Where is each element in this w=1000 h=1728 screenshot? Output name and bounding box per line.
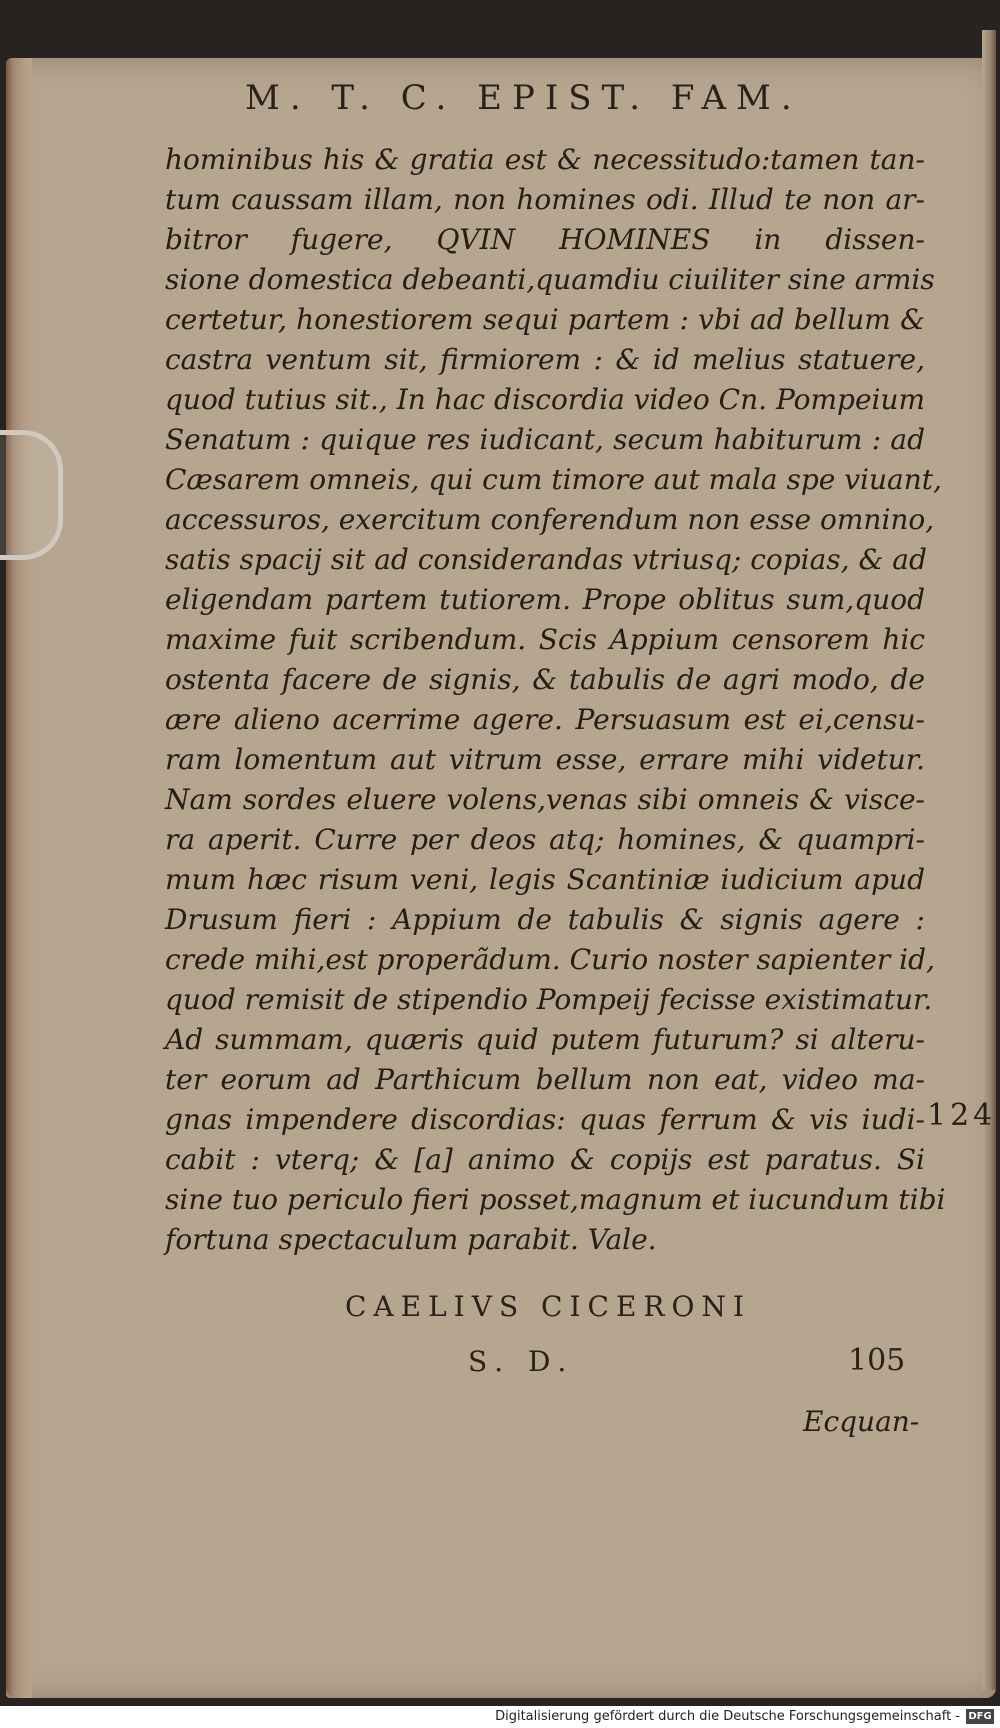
- text-line: Senatum : quique res iudicant, secum habiturum : ad: [165, 423, 925, 456]
- text-line: fortuna spectaculum parabit. Vale.: [165, 1223, 657, 1256]
- text-line: accessuros, exercitum conferendum non esse omnino,: [165, 503, 935, 536]
- text-line: ter eorum ad Parthicum bellum non eat, video ma-: [165, 1063, 925, 1096]
- text-line: bitror fugere, QVIN HOMINES in dissen-: [165, 223, 925, 256]
- running-header: M. T. C. EPIST. FAM.: [245, 78, 802, 118]
- text-line: hominibus his & gratia est & necessitudo:tamen tan-: [165, 143, 925, 176]
- page-right-edge: [982, 30, 996, 1690]
- text-line: tum caussam illam, non homines odi. Illud te non ar-: [165, 183, 925, 216]
- text-line: satis spacij sit ad considerandas vtriusq; copias, & ad: [165, 543, 927, 576]
- text-line: sine tuo periculo fieri posset,magnum et iucundum tibi: [165, 1183, 946, 1216]
- body-text: [165, 140, 946, 1260]
- page-left-edge: [6, 58, 32, 1698]
- text-line: Ad summam, quæris quid putem futurum? si alteru-: [165, 1023, 925, 1056]
- text-line: certetur, honestiorem sequi partem : vbi ad bellum &: [165, 303, 925, 336]
- text-line: Nam sordes eluere volens,venas sibi omneis & visce-: [165, 783, 925, 816]
- catchword: Ecquan-: [803, 1405, 920, 1438]
- text-line: ra aperit. Curre per deos atq; homines, & quampri-: [165, 823, 925, 856]
- text-line: cabit : vterq; & [a] animo & copijs est paratus. Si: [165, 1143, 925, 1176]
- text-line: eligendam partem tutiorem. Prope oblitus sum,quod: [165, 583, 925, 616]
- text-line: sione domestica debeanti,quamdiu ciuiliter sine armis: [165, 263, 935, 296]
- letter-heading: CAELIVS CICERONI: [345, 1290, 751, 1323]
- text-line: castra ventum sit, firmiorem : & id melius statuere,: [165, 343, 925, 376]
- text-line: Cæsarem omneis, qui cum timore aut mala spe viuant,: [165, 463, 942, 496]
- signature-number: 105: [848, 1343, 906, 1378]
- text-line: quod tutius sit., In hac discordia video Cn. Pompeium: [165, 383, 926, 416]
- dfg-logo: DFG: [966, 1709, 994, 1724]
- margin-folio-number: 124: [927, 1098, 997, 1133]
- text-line: mum hæc risum veni, legis Scantiniæ iudicium apud: [165, 863, 925, 896]
- text-line: maxime fuit scribendum. Scis Appium censorem hic: [165, 623, 925, 656]
- funding-credit: Digitalisierung gefördert durch die Deutsche Forschungsgemeinschaft -: [495, 1709, 960, 1724]
- letter-salutation: S. D.: [468, 1345, 575, 1378]
- text-line: ostenta facere de signis, & tabulis de agri modo, de: [165, 663, 925, 696]
- text-line: Drusum fieri : Appium de tabulis & signis agere :: [165, 903, 925, 936]
- page-clip: [0, 430, 63, 560]
- text-line: ære alieno acerrime agere. Persuasum est ei,censu-: [165, 703, 925, 736]
- text-line: gnas impendere discordias: quas ferrum & vis iudi-: [165, 1103, 925, 1136]
- text-line: crede mihi,est properãdum. Curio noster sapienter id,: [165, 943, 935, 976]
- text-line: ram lomentum aut vitrum esse, errare mihi videtur.: [165, 743, 925, 776]
- text-line: quod remisit de stipendio Pompeij fecisse existimatur.: [165, 983, 933, 1016]
